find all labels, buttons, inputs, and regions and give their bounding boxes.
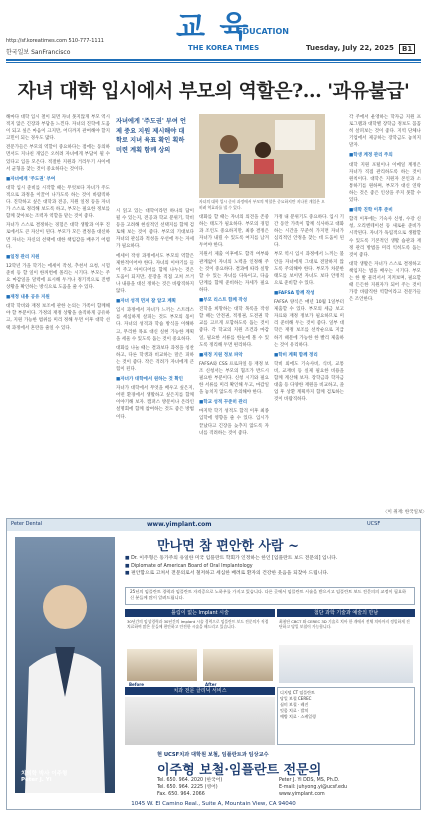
- doctor-silhouette-icon: [15, 537, 115, 793]
- subheading: ■일정 관리 지원: [6, 254, 40, 260]
- paragraph: 자녀가 대학에서 무엇을 배우고 싶은지, 어떤 환경에서 생활하고 싶은지를 함께 이야기해 보자. 캠퍼스 방문이나 온라인 설명회에 함께 참여하는 것도 좋은 방법이다.: [116, 386, 194, 420]
- subheading: ■부모 리스트 함께 작성: [199, 298, 248, 304]
- website-line: http://sf.koreatimes.com 510-777-1111: [6, 38, 104, 44]
- subheading: ■학교 성적 꾸준히 관리: [199, 400, 248, 406]
- paragraph: 부모 역시 입시 과정에서 느끼는 불안을 자녀에게 그대로 전달하지 않도록 주의해야 한다. 부모가 차분한 태도를 보이면 자녀도 보다 안정적으로 준비할 수 있다.: [274, 252, 344, 286]
- paragraph: 시 읽고 있는 대학이라면 하나의 답이 될 수 있는지, 전공과 학교 분위기, 학비 등을 고려해 현실적인 선택지를 함께 검토해 보는 것이 좋다. 부모의 기대보다 자녀의 관심과 적성을 우선에 두는 자세가 필요하다.: [116, 209, 194, 250]
- ad-website-link[interactable]: www.yimplant.com: [147, 521, 212, 528]
- service-item: 심미 보철 · 레진: [280, 702, 309, 707]
- paragraph: FAFSA 양식은 매년 10월 1일부터 제출할 수 있다. 부모의 세금 보고 자료와 재정 정보가 필요하므로 미리 준비해 두는 것이 좋다. 일부 대학은 재정 보조를 선착순으로 지급하기 때문에 가능한 한 빨리 제출하는 것이 유리하다.: [274, 300, 344, 348]
- subheading: ■대학 진학 이후 준비: [349, 208, 393, 214]
- phone-korean[interactable]: Tel. 650. 964. 2020 (한국어): [157, 778, 223, 783]
- info-row: [6, 38, 421, 58]
- article-column-1: [6, 114, 110, 509]
- photo-caption: 자녀의 대학 입시 준비 과정에서 부모의 역할은 중요하지만 지나친 개입은 오히려 역효과를 낼 수 있다.: [199, 199, 325, 210]
- edition-label: 한국일보 SanFrancisco: [6, 49, 71, 56]
- subheading: ■재정 지원 정보 파악: [199, 352, 243, 358]
- paragraph: 자녀가 스스로 결정하는 경험은 대학 생활과 이후 진로에서도 큰 자산이 된다. 부모가 모든 결정을 대신하면 자녀는 자신의 선택에 대한 책임감을 배우기 어렵다.: [6, 223, 110, 250]
- before-label: Before: [129, 682, 144, 687]
- doctor-caption: 치의학 박사 이주형 Peter J. Yi: [21, 771, 68, 783]
- subheading: ■자녀에게 '주도권' 부여: [6, 176, 56, 182]
- paragraph: 해마다 대학 입시 철이 되면 자녀 못지않게 부모 역시 적지 않은 긴장과 부담을 느낀다. 자녀의 진학에 도움이 되고 싶은 마음이 크지만, 어디까지 관여해야 할지 고민이 되는 경우도 많다.: [6, 115, 110, 142]
- credential-item: ■ Dr. 이주형은 동가주의 유일한 미국 임플란트 학회가 인정하는 한인 [임플란트 보드 전문의] 입니다.: [125, 555, 337, 563]
- paragraph: 진학을 희망하는 대학 목록을 작성할 때는 안전권, 적정권, 도전권 학교를 고르게 포함하도록 돕는 것이 좋다. 각 학교의 지원 조건과 마감일, 필요한 서류를 한눈에 볼 수 있도록 정리해 두면 편리하다.: [199, 307, 269, 348]
- subheading: ■학생 계정 관리 주의: [349, 153, 393, 159]
- service-item: 디지털 CT 임플란트: [280, 690, 315, 695]
- ad-headline: 만나면 참 편안한 사람 ~: [157, 539, 300, 554]
- paragraph: 대학 지원 포털이나 이메일 계정은 자녀가 직접 관리하도록 하는 것이 원칙이다. 대학은 지원자 본인과 소통하기를 원하며, 부모가 대신 연락하는 것은 좋은 인상을 주지 못할 수 있다.: [349, 162, 421, 204]
- ucsf-credential: 현 UCSF치과 대학원 보철, 임플란트과 임상교수: [157, 752, 269, 758]
- article-headline: 자녀 대학 입시에서 부모의 역할은?… '과유불급': [17, 80, 410, 102]
- divider-rule: [6, 62, 421, 63]
- subheading: ■자녀 성격 먼저 잘 알고 계획: [116, 299, 176, 305]
- paragraph: 에세이 작성 과정에서도 부모의 역할은 제한적이어야 한다. 자녀의 이야기를 들어 주고 아이디어를 함께 나누는 것은 도움이 되지만, 문장을 직접 고쳐 쓰거나 내용을 대신 정하는 것은 바람직하지 않다.: [116, 253, 194, 295]
- dental-advertisement: [6, 518, 421, 810]
- paragraph: 대학 입시 준비를 시작할 때는 무엇보다 자녀가 주도적으로 과정을 이끌어 나가도록 하는 것이 바람직하다. 진학하고 싶은 대학과 전공, 지원 일정 등을 자녀가 스스로 정리해 보도록 하고, 부모는 필요한 정보를 함께 찾아보는 조력자 역할을 맡는 것이 좋다.: [6, 185, 110, 220]
- service-item: 예방 치료 · 스케일링: [280, 714, 316, 719]
- phone-english[interactable]: Tel. 650. 964. 2225 (영어): [157, 785, 218, 790]
- email-link[interactable]: E-mail: juhyong.yi@ucsf.edu: [279, 785, 348, 790]
- service-item: 잇몸 치료 · 발치: [280, 708, 309, 713]
- doctor-portrait: [15, 537, 115, 793]
- service-item: 당일 보철 CEREC: [280, 696, 312, 701]
- article-column-3: [199, 214, 269, 508]
- family-photo-illustration: [199, 114, 325, 198]
- paragraph: FAFSA와 CSS 프로파일 등 재정 보조 신청서는 부모의 협조가 반드시 필요한 부분이다. 신청 시기와 필요한 서류를 미리 확인해 두고, 마감일을 놓치지 않도록 주의해야 한다.: [199, 361, 269, 396]
- services-list: [277, 687, 415, 745]
- ucsf-logo: UCSF: [367, 521, 381, 527]
- credential-item: ■ Diplomate of American Board of Oral Implantology: [125, 563, 337, 571]
- paragraph: 대학 학비와 재정 보조에 관한 논의는 가족이 함께해야 할 부분이다. 가정의 재정 상황을 솔직하게 공유하고, 지원 가능한 범위를 미리 정해 두면 이후 대학 선택 과정에서 혼란을 줄일 수 있다.: [6, 304, 110, 331]
- paragraph: 전문가들은 부모의 역할이 중요하다는 점에는 동의하면서도 지나친 개입은 오히려 자녀에게 부담이 될 수 있다고 입을 모은다. 적절한 지원과 거리두기 사이에서 균형을 찾는 것이 중요하다는 것이다.: [6, 145, 110, 172]
- technology-section-text: 최첨단 CBCT 와 CEREC 3D 기술로 치아 한 개에서 전체 치아까지 정밀하게 진단하고 당일 보철이 가능합니다.: [279, 619, 410, 630]
- paragraph: 대학 생활은 자녀가 스스로 결정하고 책임지는 법을 배우는 시기다. 부모는 한 발 물러서서 지켜보며, 필요할 때 든든한 지원자가 되어 주는 것이 가장 바람직한 역할이라고 전문가들은 조언한다.: [349, 261, 421, 303]
- paragraph: 지원서 제출 이후에도 합격 여부와 관계없이 자녀의 노력을 인정해 주는 것이 중요하다. 결과에 따라 실망할 수 있는 자녀를 다독이고, 다음 단계를 함께 준비하는 자세가 필요하다.: [199, 252, 269, 293]
- paragraph: 12학년 가을 학기는 에세이 작성, 추천서 요청, 시험 준비 등 할 일이 한꺼번에 몰리는 시기다. 부모는 주요 마감일을 달력에 표시해 두거나 정기적으로 진행 상황을 확인하는 방식으로 도움을 줄 수 있다.: [6, 263, 110, 291]
- paragraph: 학비 외에도 기숙사비, 식비, 교통비, 교재비 등 실제 필요한 비용을 함께 계산해 보자. 장학금과 학자금 대출 등 다양한 재원을 비교하고, 졸업 후 상환 계획까지 함께 검토하는 것이 바람직하다.: [274, 361, 344, 403]
- phone-contacts: [157, 777, 222, 798]
- page-number: B1: [399, 44, 415, 54]
- paragraph: 마지막 학기 성적도 합격 이후 최종 입학에 영향을 줄 수 있다. 입시가 끝났다고 긴장을 늦추지 않도록 자녀를 격려하는 것이 좋다.: [199, 409, 269, 436]
- ad-top-bar: [7, 519, 420, 531]
- issue-date: Tuesday, July 22, 2025: [306, 44, 394, 52]
- article-photo: [199, 114, 325, 198]
- technology-section-header: 첨단 과학 기술과 예술의 만남: [277, 609, 415, 617]
- experience-notice: 25년의 임플란트 경력과 임플란트 자격증으로 노하우를 가지고 있습니다. 다른 곳에서 임플란트 시술을 받으시고 임플란트 보드 전문의의 교정이 필요하신 분들께 많이 알려드립니다.: [125, 587, 415, 605]
- article-byline: 〈이 취재: 한국일보〉: [383, 510, 427, 515]
- paragraph: 대화를 나눌 때는 결과보다 과정을 칭찬하고, 다른 학생과 비교하는 말은 피하는 것이 좋다. 작은 격려가 자녀에게 큰 힘이 된다.: [116, 345, 194, 372]
- brand-label: THE KOREA TIMES: [188, 44, 260, 52]
- doctor-contact-block: [279, 777, 347, 798]
- cerec-machine-image: [279, 645, 413, 683]
- paragraph: 각 주에서 운영하는 학자금 지원 프로그램과 대학별 장학금 정보도 꼼꼼히 살펴보는 것이 좋다. 지역 단체나 기업에서 제공하는 장학금도 놓치지 말자.: [349, 115, 421, 149]
- clinic-logo: Peter Dental: [11, 521, 43, 527]
- after-label: After: [205, 682, 217, 687]
- divider-rule: [6, 59, 421, 61]
- doctor-english-name: Peter J. Yi DDS, MS, Ph.D.: [279, 778, 340, 783]
- credential-list: [125, 555, 337, 578]
- article-column-4: [274, 214, 344, 508]
- subheading: ■재정 내용 공유 지원: [6, 295, 50, 301]
- fax-number: Fax. 650. 964. 2066: [157, 792, 205, 797]
- paragraph: 입시 과정에서 자녀가 느끼는 스트레스를 세심하게 살피는 것도 부모의 몫이다. 자녀의 성격과 학습 방식을 이해하고, 무리한 목표 대신 실현 가능한 계획을 세울 수 있도록 돕는 것이 중요하다.: [116, 308, 194, 342]
- implant-section-text: 30년간의 임상경력과 30년간의 Implant 시술 경력으로 임플란트 보드 전문의가 직접 치료하여 많은 분들께 편안하고 안전한 시술을 해드리고 있습니다.: [127, 619, 269, 630]
- subheading: ■학비 계획 함께 정리: [274, 352, 318, 358]
- doctor-name: 이주형 보철·임플란트 전문의: [157, 763, 322, 778]
- credential-item: ■ 편안함으로 고쳐서 전문의로서 철저하고 세심한 배려로 환자의 건강한 웃음을 되찾아 드립니다.: [125, 570, 337, 578]
- before-teeth-photo: [127, 649, 197, 681]
- section-title: 교 육: [176, 10, 251, 45]
- services-header: 치과 전문 클리닉 서비스: [125, 687, 275, 695]
- ct-scan-image: [125, 697, 275, 745]
- paragraph: 가정 내 분위기도 중요하다. 입시 기간 동안 가족이 함께 식사하고 대화하는 시간을 꾸준히 가지면 자녀가 심리적인 안정을 찾는 데 도움이 된다.: [274, 215, 344, 249]
- article-column-2: [116, 208, 194, 508]
- after-teeth-photo: [203, 649, 273, 681]
- website-link[interactable]: www.yimplant.com: [279, 792, 325, 797]
- paragraph: 대화를 할 때는 자녀의 의견을 존중하는 태도가 필요하다. 부모의 경험과 조언도 중요하지만, 최종 결정은 자녀가 내릴 수 있도록 여지를 남겨 두어야 한다.: [199, 215, 269, 249]
- implant-section-header: 틀림이 없는 Implant 시술: [125, 609, 275, 617]
- paragraph: 합격 이후에는 기숙사 신청, 수강 신청, 오리엔테이션 등 새로운 준비가 시작된다. 자녀가 독립적으로 생활할 수 있도록 기본적인 생활 습관과 재정 관리 방법을 미리 익히도록 돕는 것이 좋다.: [349, 217, 421, 258]
- clinic-address: 1045 W. El Camino Real., Suite A, Mountain View, CA 94040: [131, 801, 296, 807]
- article-column-5: [349, 114, 421, 506]
- subheading: ■FAFSA 함께 작성: [274, 290, 315, 296]
- section-subtitle: EDUCATION: [237, 27, 289, 36]
- pull-quote: 자녀에게 '주도권' 부여 언제 중요 지원 제시해야 대학로 지녀 육표 확인 획하 미련 계획 함께 상의: [116, 118, 187, 154]
- subheading: ■자녀가 대학에서 원하는 것 확인: [116, 377, 184, 383]
